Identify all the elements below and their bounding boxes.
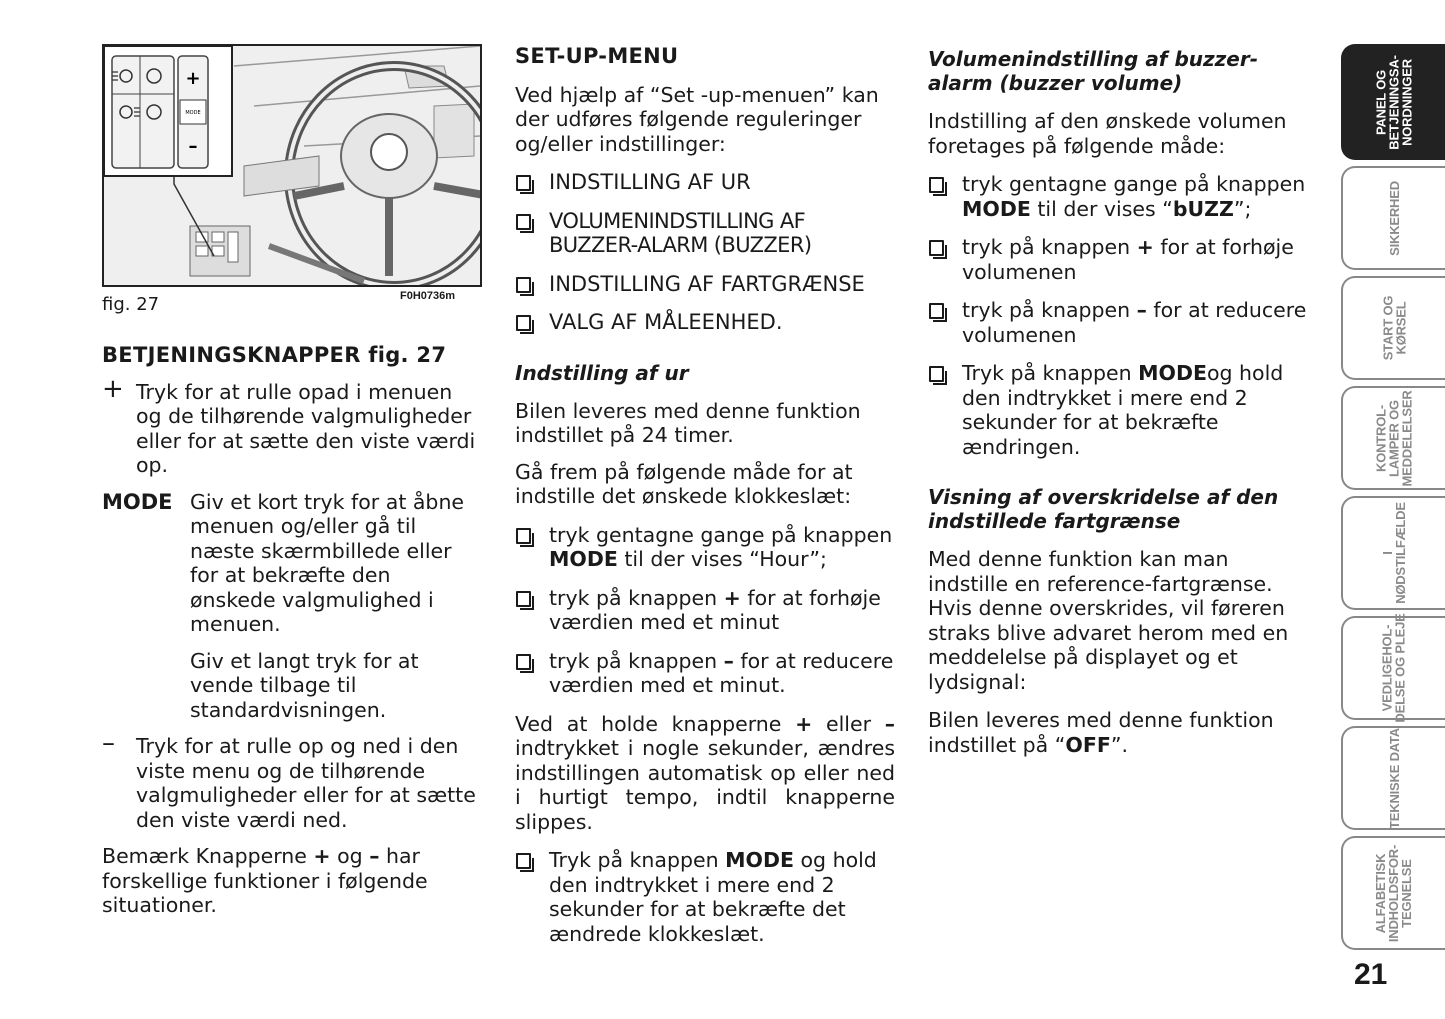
steering-wheel-drawing [104,46,480,285]
tab-technical-data[interactable]: TEKNISKE DATA [1341,726,1445,830]
list-item: Tryk på knappen MODE og hold den indtrykket i mere end 2 sekunder for at bekræfte det ændrede klokkeslæt. [515,848,895,946]
minus-button-label: – [188,136,198,157]
checkbox-icon [516,277,531,293]
menu-item: INDSTILLING AF FARTGRÆNSE [515,272,895,297]
subheading-buzzer: Volumenindstilling af buzzer-alarm (buzzer volume) [928,47,1259,95]
list-item: tryk på knappen + for at forhøje volumenen [928,235,1308,284]
checkbox-icon [929,303,944,319]
plus-button-label: + [185,68,201,89]
mode-term: MODE [102,489,173,514]
mode-description-2 [102,649,482,723]
menu-item: VOLUMENINDSTILLING AF BUZZER-ALARM (BUZZER) [515,209,895,258]
buzzer-p1: Indstilling af den ønskede volumen foretages på følgende måde: [928,109,1287,158]
section-heading-setup: SET-UP-MENU [515,44,679,68]
tab-panel[interactable]: PANEL OG BETJENINGSA- NORDNINGER [1341,44,1445,160]
checkbox-icon [929,240,944,256]
tab-index[interactable]: ALFABETISK INDHOLDSFOR- TEGNELSE [1341,836,1445,950]
list-item: tryk på knappen – for at reducere volumenen [928,298,1308,347]
minus-description [102,728,482,832]
mode-button-label: MODE [185,110,201,116]
list-item: tryk gentagne gange på knappen MODE til der vises “Hour”; [515,523,895,572]
mode-text-1: Giv et kort tryk for at åbne menuen og/eller gå til næste skærmbillede eller for at bekræfte den ønskede valgmulighed i menuen. [190,489,465,636]
list-item: tryk på knappen + for at forhøje værdien med et minut [515,586,895,635]
checkbox-icon [516,853,531,869]
column-1 [102,343,482,918]
column-3 [928,47,1308,757]
tab-start-driving[interactable]: START OG KØRSEL [1341,276,1445,380]
subheading-clock: Indstilling af ur [515,360,689,385]
tab-safety[interactable]: SIKKERHED [1341,166,1445,270]
checkbox-icon [516,528,531,544]
checkbox-icon [516,654,531,670]
hold-paragraph: Ved at holde knapperne + eller – indtrykket i nogle sekunder, ændres indstillingen automatisk op eller ned i hurtigt tempo, indtil knapperne slippes. [515,711,895,834]
minus-text: Tryk for at rulle op og ned i den viste menu og de tilhørende valgmuligheder eller for at sætte den viste værdi ned. [136,734,476,832]
speed-p2: Med denne funktion kan man indstille en reference-fartgrænse. Hvis denne overskrides, vil føreren straks blive advaret herom med en meddelelse på displayet og et lydsignal: [928,547,1289,694]
setup-intro: Ved hjælp af “Set -up-menuen” kan der udføres følgende reguleringer og/eller indstillinger: [515,82,879,156]
tab-maintenance[interactable]: VEDLIGEHOL- DELSE OG PLEJE [1341,616,1445,720]
plus-description [102,373,482,478]
plus-symbol: + [102,373,124,404]
tab-emergency[interactable]: I NØDSTILFÆLDE [1341,496,1445,610]
speed-p3: Bilen leveres med denne funktion indstillet på “OFF”. [928,708,1274,757]
mode-description [102,490,482,637]
plus-text: Tryk for at rulle opad i menuen og de tilhørende valgmuligheder eller for at sætte den viste værdi op. [136,379,476,477]
checkbox-icon [516,315,531,331]
figure-caption: fig. 27 [102,294,160,315]
menu-item: VALG AF MÅLEENHED. [515,310,895,335]
list-item: tryk gentagne gange på knappen MODE til der vises “bUZZ”; [928,172,1308,221]
checkbox-icon [929,366,944,382]
note-paragraph: Bemærk Knapperne + og – har forskellige funktioner i følgende situationer. [102,844,428,917]
clock-p2: Gå frem på følgende måde for at indstille det ønskede klokkeslæt: [515,459,853,508]
section-heading-controls: BETJENINGSKNAPPER fig. 27 [102,343,447,367]
checkbox-icon [516,175,531,191]
subheading-speed-limit: Visning af overskridelse af den indstillede fartgrænse [928,485,1279,533]
clock-p1: Bilen leveres med denne funktion indstillet på 24 timer. [515,398,861,447]
tab-warning-lights[interactable]: KONTROL- LAMPER OG MEDDELELSER [1341,386,1445,490]
checkbox-icon [516,591,531,607]
column-2 [515,44,895,946]
checkbox-icon [929,177,944,193]
minus-symbol: – [102,728,115,758]
list-item: tryk på knappen – for at reducere værdien med et minut. [515,649,895,698]
figure-dashboard-illustration [102,44,482,287]
menu-item: INDSTILLING AF UR [515,170,895,195]
figure-code: F0H0736m [400,290,456,302]
page-number: 21 [1354,958,1388,991]
mode-text-2: Giv et langt tryk for at vende tilbage til standardvisningen. [190,648,419,722]
list-item: Tryk på knappen MODEog hold den indtrykket i mere end 2 sekunder for at bekræfte ændringen. [928,361,1308,459]
checkbox-icon [516,214,531,230]
